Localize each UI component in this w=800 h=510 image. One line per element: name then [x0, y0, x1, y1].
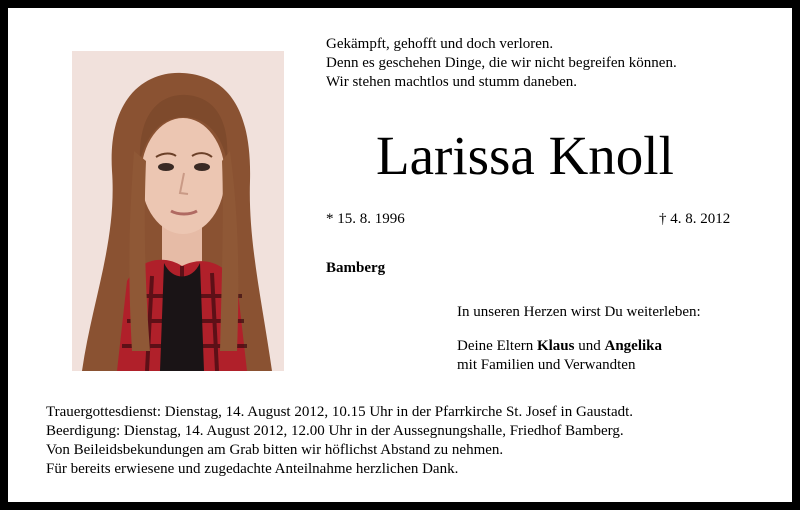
memorial-phrase: In unseren Herzen wirst Du weiterleben: [457, 304, 701, 320]
place: Bamberg [326, 260, 386, 276]
birth-date: * 15. 8. 1996 [326, 211, 405, 227]
poem-line: Denn es geschehen Dinge, die wir nicht begreifen können. [326, 55, 677, 71]
poem-line: Wir stehen machtlos und stumm daneben. [326, 74, 578, 90]
father-name: Klaus [536, 338, 575, 354]
deceased-name: Larissa Knoll [376, 125, 674, 186]
portrait-image [72, 51, 284, 371]
poem-line: Gekämpft, gehofft und doch verloren. [326, 36, 554, 52]
thanks-line: Für bereits erwiesene und zugedachte Anteilnahme herzlichen Dank. [46, 461, 459, 477]
parents-prefix: Deine Eltern [457, 338, 537, 354]
service-info [46, 403, 633, 479]
burial-line: Beerdigung: Dienstag, 14. August 2012, 12.00 Uhr in der Aussegnungshalle, Friedhof Bamberg. [46, 423, 624, 439]
condolence-line: Von Beileidsbekundungen am Grab bitten wir höflichst Abstand zu nehmen. [46, 442, 504, 458]
mourners [457, 337, 662, 375]
service-line: Trauergottesdienst: Dienstag, 14. August 2012, 10.15 Uhr in der Pfarrkirche St. Josef in Gaustadt. [46, 404, 634, 420]
portrait-photo [72, 51, 284, 371]
parents-conjunction: und [574, 338, 605, 354]
mother-name: Angelika [604, 338, 662, 354]
mourners-line [457, 337, 662, 356]
relatives-line: mit Familien und Verwandten [457, 357, 636, 373]
poem [326, 35, 677, 92]
death-date: † 4. 8. 2012 [659, 211, 731, 227]
